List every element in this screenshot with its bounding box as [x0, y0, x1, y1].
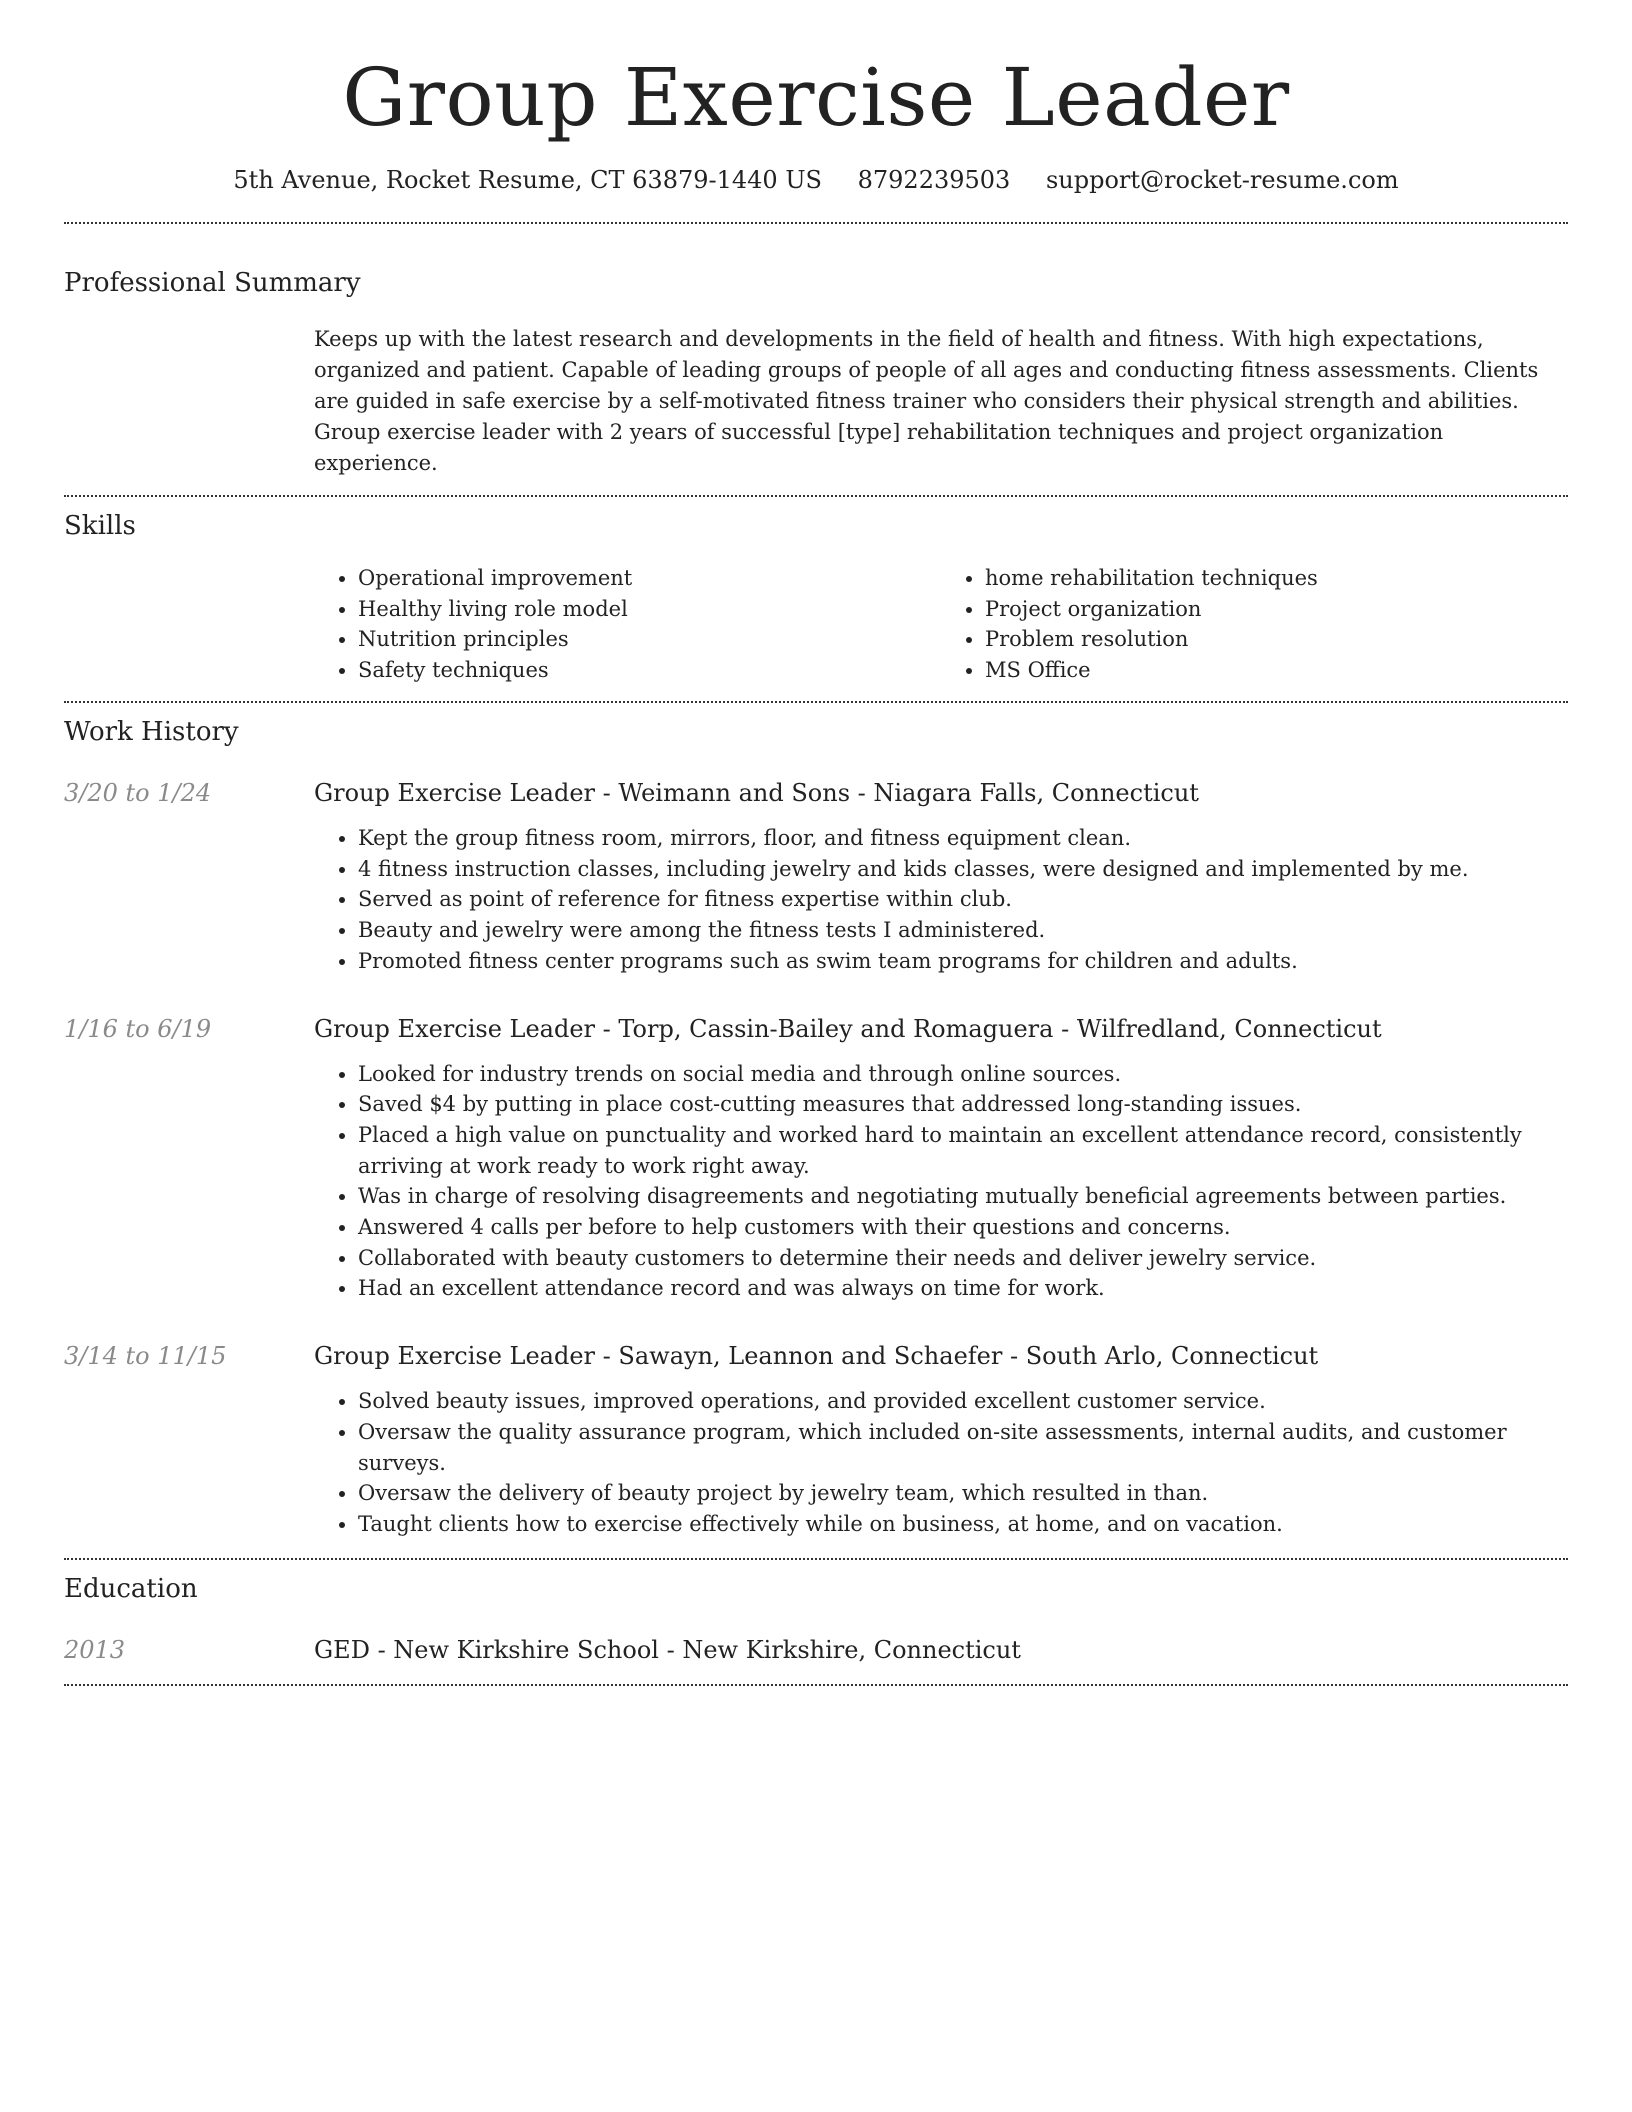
- job-bullets: [314, 1386, 1568, 1540]
- job-bullet: • Was in charge of resolving disagreements and negotiating mutually beneficial agreements between parties.: [358, 1181, 1568, 1212]
- skill-item: • home rehabilitation techniques: [985, 563, 1568, 594]
- contact-address: 5th Avenue, Rocket Resume, CT 63879-1440 US: [233, 166, 822, 194]
- job-bullet: • Oversaw the quality assurance program, which included on-site assessments, internal audits, and customer surveys.: [358, 1417, 1568, 1478]
- skill-item: • Nutrition principles: [358, 624, 941, 655]
- skill-item: • MS Office: [985, 655, 1568, 686]
- job-bullet: • Solved beauty issues, improved operations, and provided excellent customer service.: [358, 1386, 1568, 1417]
- summary-heading: Professional Summary: [64, 268, 361, 298]
- job-entry: [64, 777, 1568, 977]
- skills-list-right: [941, 563, 1568, 685]
- summary-section: [64, 224, 1568, 495]
- job-heading: Group Exercise Leader - Sawayn, Leannon and Schaefer - South Arlo, Connecticut: [314, 1342, 1319, 1371]
- skill-item: • Safety techniques: [358, 655, 941, 686]
- job-entry: [64, 1340, 1568, 1540]
- contact-line: [64, 166, 1568, 194]
- job-heading: Group Exercise Leader - Torp, Cassin-Bailey and Romaguera - Wilfredland, Connecticut: [314, 1014, 1382, 1043]
- job-bullet: • Answered 4 calls per before to help customers with their questions and concerns.: [358, 1212, 1568, 1243]
- skill-item: • Problem resolution: [985, 624, 1568, 655]
- skill-item: • Healthy living role model: [358, 594, 941, 625]
- job-bullet: • Promoted fitness center programs such as swim team programs for children and adults.: [358, 946, 1568, 977]
- work-heading: Work History: [64, 717, 239, 747]
- skill-item: • Project organization: [985, 594, 1568, 625]
- skills-list-left: [314, 563, 941, 685]
- job-bullets: [314, 823, 1568, 977]
- education-section: [64, 1560, 1568, 1666]
- job-bullet: • Oversaw the delivery of beauty project by jewelry team, which resulted in than.: [358, 1478, 1568, 1509]
- job-dates: 3/20 to 1/24: [64, 779, 212, 807]
- skills-heading: Skills: [64, 511, 136, 541]
- education-heading: Education: [64, 1573, 198, 1604]
- skill-item: • Operational improvement: [358, 563, 941, 594]
- summary-row: [64, 298, 1568, 495]
- job-bullets: [314, 1059, 1568, 1305]
- job-bullet: • 4 fitness instruction classes, including jewelry and kids classes, were designed and implemented by me.: [358, 854, 1568, 885]
- education-year: 2013: [64, 1635, 126, 1664]
- job-dates: 1/16 to 6/19: [64, 1014, 212, 1043]
- resume-name: Group Exercise Leader: [342, 51, 1290, 144]
- job-bullet: • Served as point of reference for fitness expertise within club.: [358, 884, 1568, 915]
- work-section: [64, 703, 1568, 1558]
- summary-text: Keeps up with the latest research and developments in the field of health and fitness. With high expectations, organized and patient. Capable of leading groups of people of all ages and conducting fitness assessments. Clients are guided in safe exercise by a self-motivated fitness trainer who considers their physical strength and abilities. Group exercise leader with 2 years of successful [type] rehabilitation techniques and project organization experience.: [314, 327, 1539, 475]
- education-entry: [64, 1634, 1568, 1666]
- skills-lists: [314, 563, 1568, 685]
- job-bullet: • Saved $4 by putting in place cost-cutting measures that addressed long-standing issues.: [358, 1089, 1568, 1120]
- contact-phone: 8792239503: [857, 166, 1011, 194]
- job-bullet: • Kept the group fitness room, mirrors, floor, and fitness equipment clean.: [358, 823, 1568, 854]
- skills-section: [64, 497, 1568, 701]
- divider: [64, 1684, 1568, 1686]
- job-bullet: • Beauty and jewelry were among the fitness tests I administered.: [358, 915, 1568, 946]
- contact-email: support@rocket-resume.com: [1045, 166, 1399, 194]
- job-heading: Group Exercise Leader - Weimann and Sons - Niagara Falls, Connecticut: [314, 779, 1199, 807]
- job-bullet: • Collaborated with beauty customers to determine their needs and deliver jewelry service.: [358, 1243, 1568, 1274]
- job-entry: [64, 1013, 1568, 1305]
- job-bullet: • Had an excellent attendance record and was always on time for work.: [358, 1273, 1568, 1304]
- job-dates: 3/14 to 11/15: [64, 1342, 227, 1371]
- job-bullet: • Taught clients how to exercise effectively while on business, at home, and on vacation.: [358, 1509, 1568, 1540]
- education-detail: GED - New Kirkshire School - New Kirkshire, Connecticut: [314, 1635, 1021, 1664]
- job-bullet: • Looked for industry trends on social media and through online sources.: [358, 1059, 1568, 1090]
- job-bullet: • Placed a high value on punctuality and worked hard to maintain an excellent attendance record, consistently arriving at work ready to work right away.: [358, 1120, 1568, 1181]
